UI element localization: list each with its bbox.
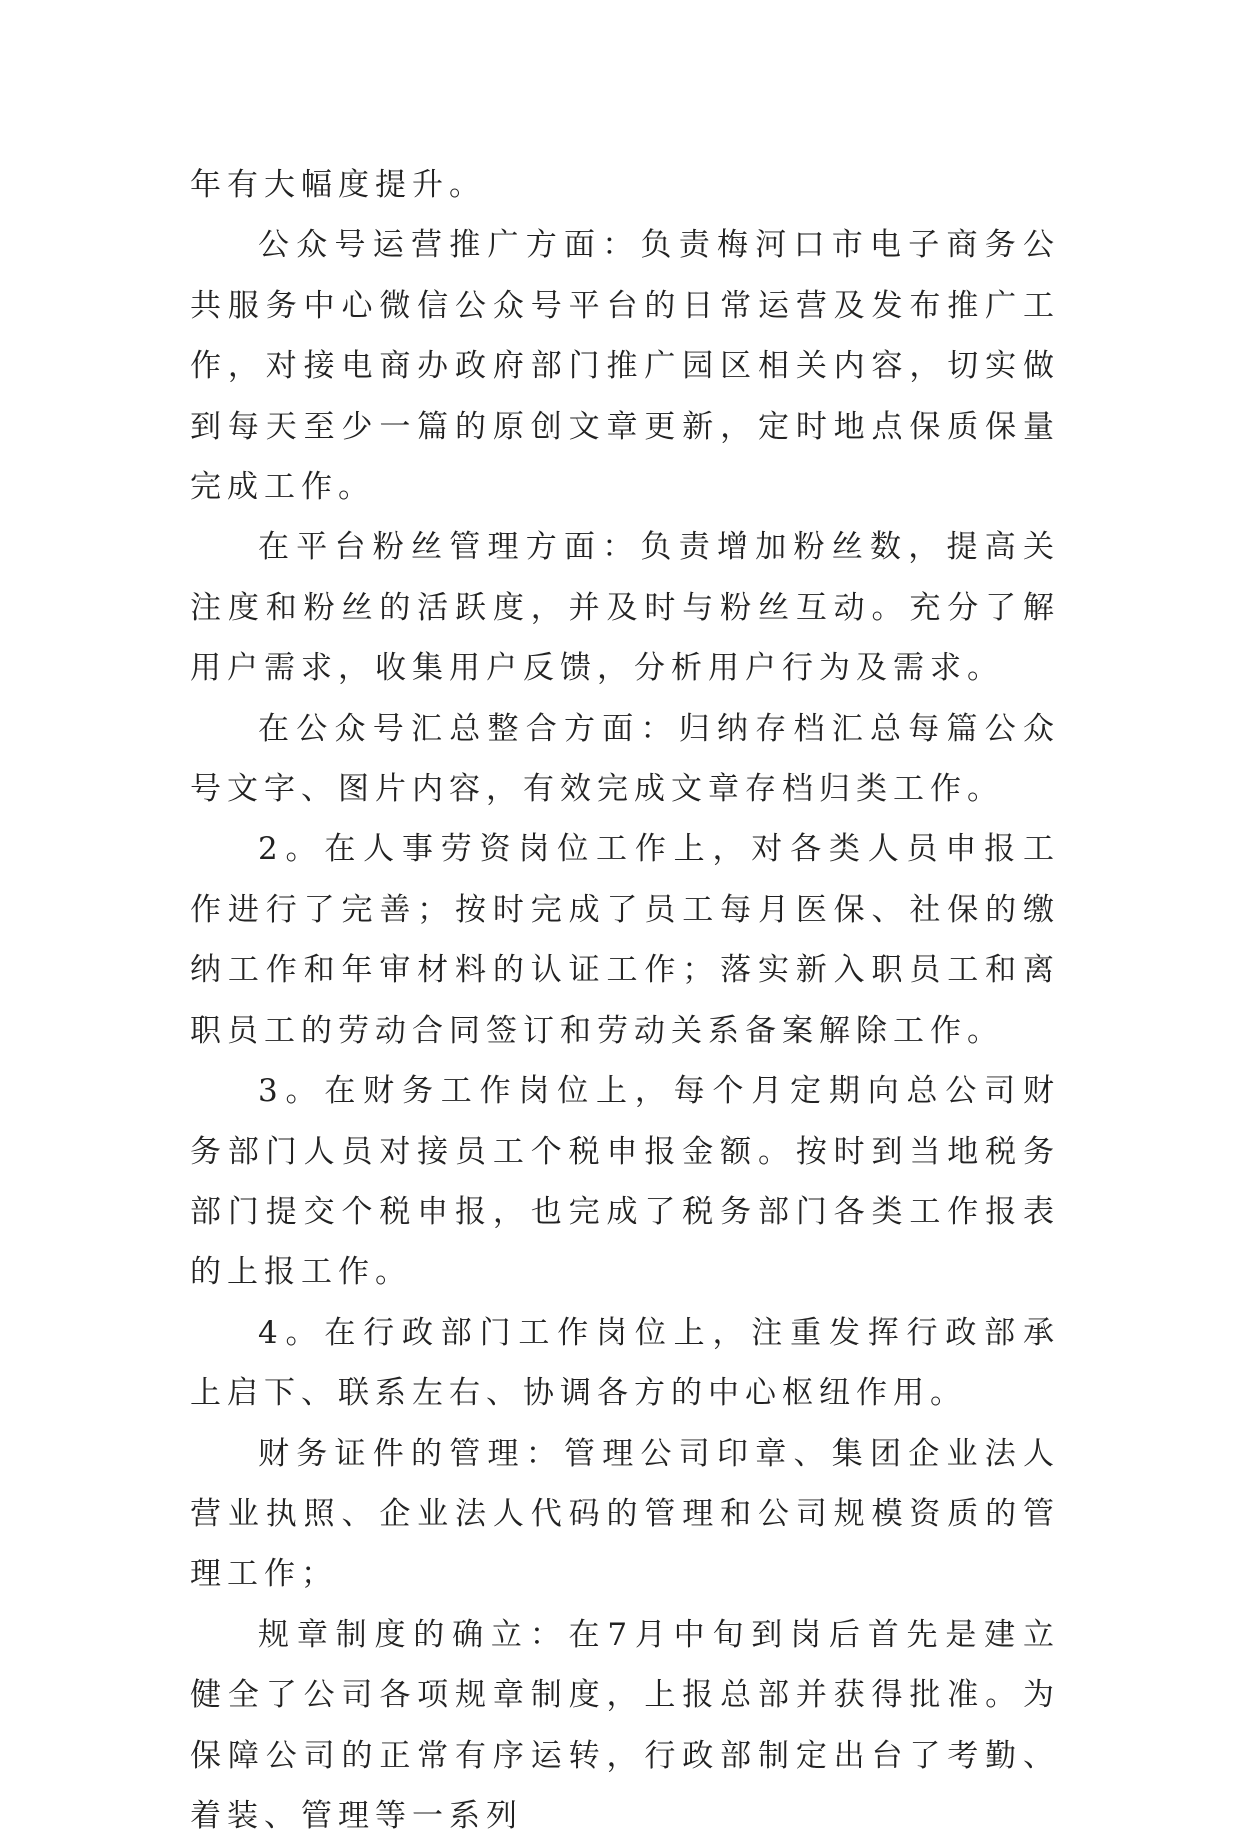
paragraph-7: 4。在行政部门工作岗位上，注重发挥行政部承上启下、联系左右、协调各方的中心枢纽作用。 — [190, 1314, 1060, 1412]
paragraph-8: 财务证件的管理：管理公司印章、集团企业法人营业执照、企业法人代码的管理和公司规模资质的管理工作； — [190, 1435, 1060, 1593]
paragraph-1: 年有大幅度提升。 — [190, 167, 486, 203]
paragraph-6: 3。在财务工作岗位上，每个月定期向总公司财务部门人员对接员工个税申报金额。按时到当地税务部门提交个税申报，也完成了税务部门各类工作报表的上报工作。 — [190, 1073, 1060, 1291]
paragraph-9: 规章制度的确立：在7月中旬到岗后首先是建立健全了公司各项规章制度，上报总部并获得批准。为保障公司的正常有序运转，行政部制定出台了考勤、着装、管理等一系列 — [190, 1616, 1060, 1834]
document-body — [190, 155, 1060, 1846]
paragraph-5: 2。在人事劳资岗位工作上，对各类人员申报工作进行了完善；按时完成了员工每月医保、社保的缴纳工作和年审材料的认证工作；落实新入职员工和离职员工的劳动合同签订和劳动关系备案解除工作。 — [190, 831, 1060, 1049]
paragraph-3: 在平台粉丝管理方面：负责增加粉丝数，提高关注度和粉丝的活跃度，并及时与粉丝互动。充分了解用户需求，收集用户反馈，分析用户行为及需求。 — [190, 529, 1060, 687]
paragraph-2: 公众号运营推广方面：负责梅河口市电子商务公共服务中心微信公众号平台的日常运营及发布推广工作，对接电商办政府部门推广园区相关内容，切实做到每天至少一篇的原创文章更新，定时地点保质保量完成工作。 — [190, 227, 1060, 506]
paragraph-4: 在公众号汇总整合方面：归纳存档汇总每篇公众号文字、图片内容，有效完成文章存档归类工作。 — [190, 710, 1060, 808]
